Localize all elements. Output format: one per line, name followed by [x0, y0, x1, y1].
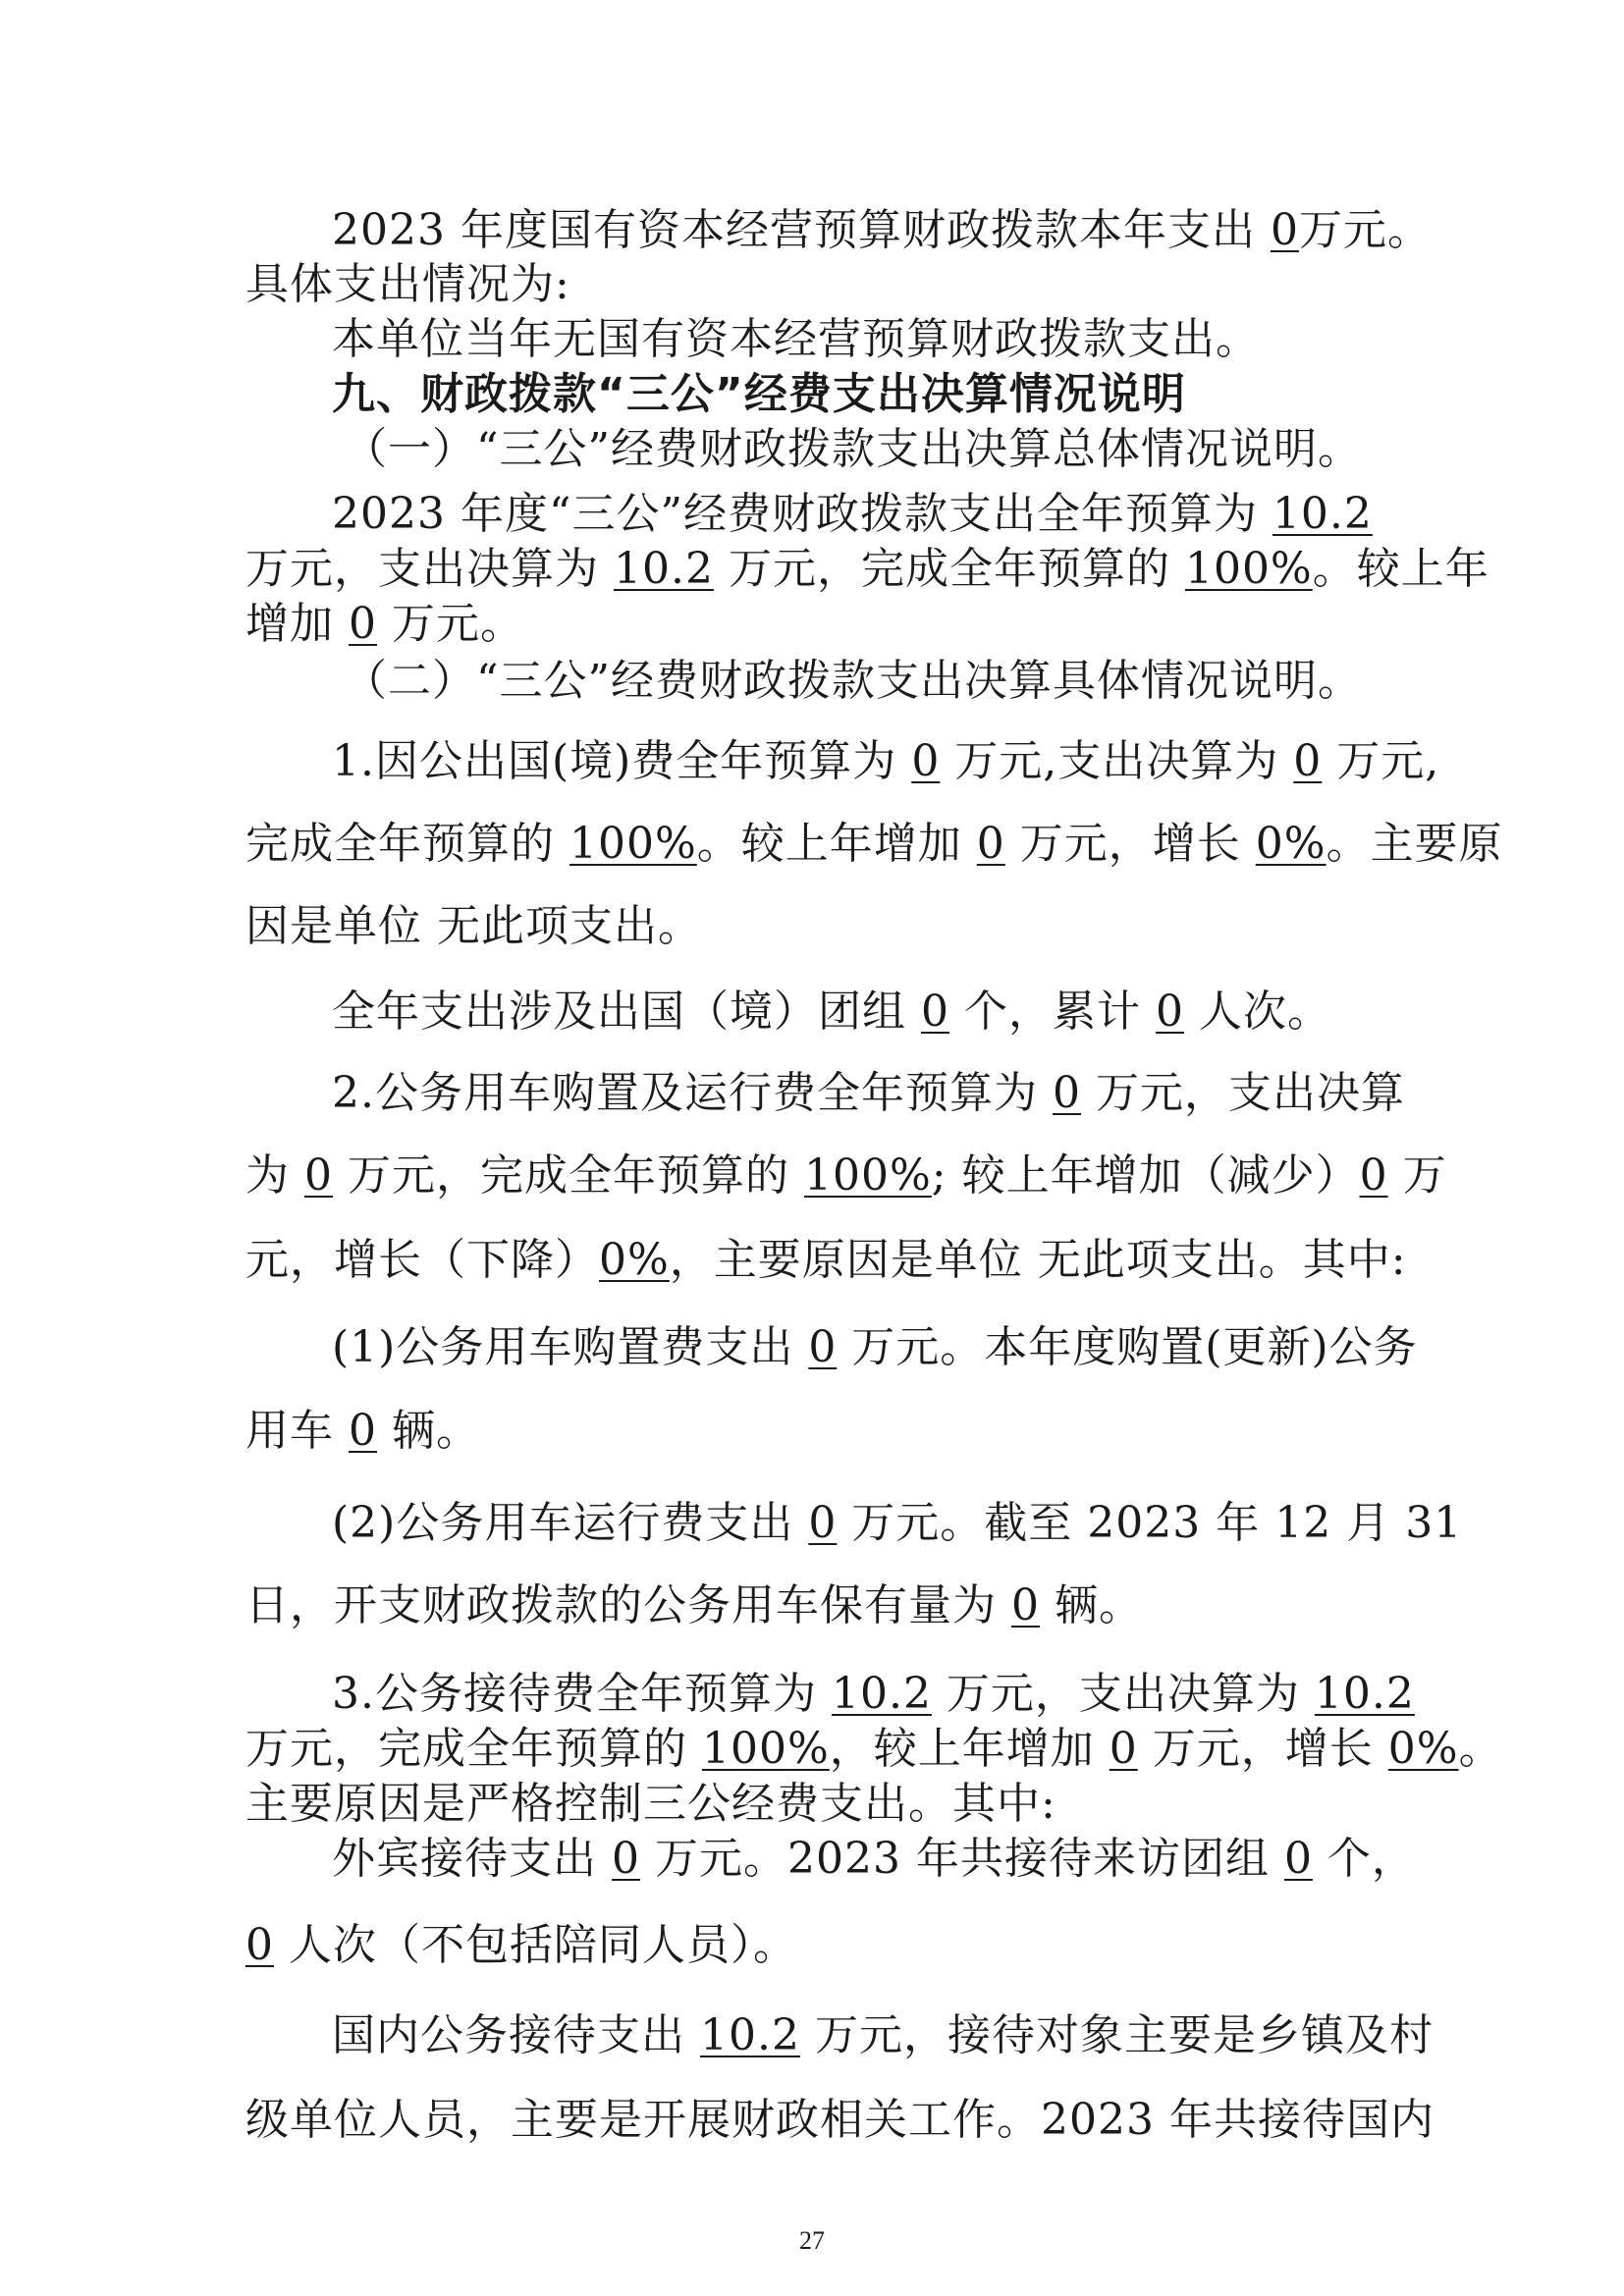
paragraph-line: 2023 年度“三公”经费财政拨款支出全年预算为 10.2: [332, 489, 1373, 539]
value-underlined: 0: [1011, 1580, 1040, 1630]
value-underlined: 0: [976, 819, 1005, 869]
value-underlined: 10.2: [1272, 489, 1373, 539]
value-underlined: 0: [612, 1834, 640, 1884]
value-underlined: 100%: [803, 1150, 932, 1201]
paragraph-line: 万元，完成全年预算的 100%，较上年增加 0 万元，增长 0%。: [245, 1724, 1503, 1774]
value-underlined: 10.2: [1314, 1669, 1415, 1719]
paragraph-line: (2)公务用车运行费支出 0 万元。截至 2023 年 12 月 31: [332, 1498, 1463, 1548]
paragraph-line: 1.因公出国(境)费全年预算为 0 万元,支出决算为 0 万元,: [332, 736, 1440, 786]
value-underlined: 0: [1283, 1834, 1313, 1884]
value-underlined: 0%: [1255, 819, 1326, 869]
value-underlined: 10.2: [700, 2010, 800, 2060]
value-underlined: 0: [921, 987, 949, 1037]
paragraph-line: 万元，支出决算为 10.2 万元，完成全年预算的 100%。较上年: [245, 544, 1489, 594]
paragraph-line: 3.公务接待费全年预算为 10.2 万元，支出决算为 10.2: [332, 1669, 1415, 1719]
value-underlined: 0: [1052, 1068, 1081, 1118]
paragraph-line: 用车 0 辆。: [245, 1406, 480, 1456]
paragraph-line: 元，增长（下降）0%，主要原因是单位 无此项支出。其中:: [245, 1235, 1407, 1285]
value-underlined: 0%: [1387, 1724, 1459, 1774]
value-underlined: 0: [1109, 1724, 1138, 1774]
value-underlined: 0: [1155, 987, 1184, 1037]
paragraph-line: 具体支出情况为:: [245, 259, 570, 309]
value-underlined: 10.2: [614, 544, 714, 594]
value-underlined: 100%: [1184, 544, 1313, 594]
value-underlined: 0: [1359, 1150, 1388, 1201]
paragraph-line: 增加 0 万元。: [245, 599, 524, 649]
paragraph-line: 国内公务接待支出 10.2 万元，接待对象主要是乡镇及村: [332, 2010, 1434, 2060]
section-heading: 九、财政拨款“三公”经费支出决算情况说明: [332, 369, 1186, 419]
value-underlined: 0: [808, 1498, 838, 1548]
paragraph-line: 级单位人员，主要是开展财政相关工作。2023 年共接待国内: [245, 2095, 1435, 2145]
paragraph-line: 为 0 万元，完成全年预算的 100%; 较上年增加（减少）0 万: [245, 1150, 1447, 1201]
paragraph-line: 本单位当年无国有资本经营预算财政拨款支出。: [332, 314, 1260, 364]
paragraph-line: 2.公务用车购置及运行费全年预算为 0 万元，支出决算: [332, 1068, 1405, 1118]
paragraph-line: 因是单位 无此项支出。: [245, 901, 702, 951]
paragraph-line: 0 人次（不包括陪同人员）。: [245, 1920, 797, 1970]
value-underlined: 0: [349, 1406, 377, 1456]
paragraph-line: 全年支出涉及出国（境）团组 0 个，累计 0 人次。: [332, 987, 1331, 1037]
paragraph-line: 2023 年度国有资本经营预算财政拨款本年支出 0万元。: [332, 205, 1432, 255]
value-underlined: 0: [245, 1920, 274, 1970]
paragraph-line: 完成全年预算的 100%。较上年增加 0 万元，增长 0%。主要原: [245, 819, 1503, 869]
value-underlined: 0: [911, 736, 941, 786]
subsection-heading: （一）“三公”经费财政拨款支出决算总体情况说明。: [344, 424, 1362, 474]
page-number: 27: [799, 2226, 825, 2255]
value-underlined: 0: [304, 1150, 333, 1201]
value-underlined: 0%: [599, 1235, 670, 1285]
paragraph-line: 日，开支财政拨款的公务用车保有量为 0 辆。: [245, 1580, 1143, 1630]
paragraph-line: 外宾接待支出 0 万元。2023 年共接待来访团组 0 个，: [332, 1834, 1416, 1884]
value-underlined: 10.2: [831, 1669, 932, 1719]
value-underlined: 0: [1293, 736, 1323, 786]
value-underlined: 100%: [702, 1724, 830, 1774]
value-underlined: 0: [1270, 205, 1299, 255]
value-underlined: 0: [808, 1322, 838, 1372]
paragraph-line: (1)公务用车购置费支出 0 万元。本年度购置(更新)公务: [332, 1322, 1418, 1372]
value-underlined: 0: [349, 599, 377, 649]
paragraph-line: 主要原因是严格控制三公经费支出。其中:: [245, 1779, 1056, 1829]
value-underlined: 100%: [569, 819, 697, 869]
subsection-heading: （二）“三公”经费财政拨款支出决算具体情况说明。: [344, 656, 1362, 706]
